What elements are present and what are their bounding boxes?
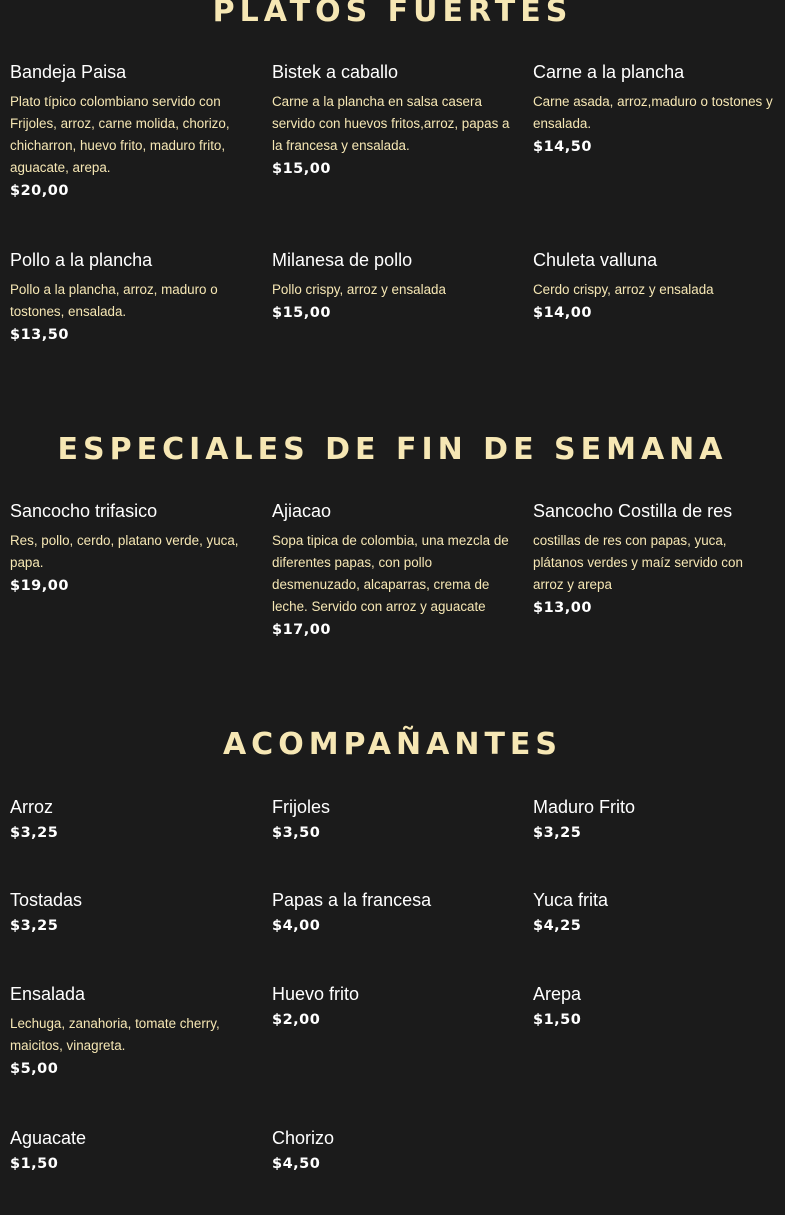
- item-price: $3,50: [272, 825, 321, 841]
- item-description: Carne asada, arroz,maduro o tostones y ensalada.: [533, 94, 773, 131]
- item-description: Sopa tipica de colombia, una mezcla de diferentes papas, con pollo desmenuzado, alcaparras, crema de leche. Servido con arroz y aguacate: [272, 533, 509, 614]
- item-name: Frijoles: [272, 797, 331, 817]
- item-price: $1,50: [10, 1156, 59, 1172]
- item-name: Arepa: [533, 984, 582, 1004]
- menu-item-arroz: [10, 796, 250, 844]
- item-price: $4,00: [272, 918, 321, 934]
- item-price: $3,25: [533, 825, 582, 841]
- item-description: Lechuga, zanahoria, tomate cherry, maicitos, vinagreta.: [10, 1016, 220, 1053]
- menu-item-bistek-a-caballo: [272, 61, 512, 180]
- item-price: $13,50: [10, 327, 69, 343]
- menu-item-pollo-a-la-plancha: [10, 249, 250, 346]
- item-price: $15,00: [272, 161, 331, 177]
- item-name: Pollo a la plancha: [10, 250, 153, 270]
- item-description: Pollo crispy, arroz y ensalada: [272, 282, 446, 297]
- item-price: $13,00: [533, 600, 592, 616]
- menu-item-sancocho-costilla-de-res: [533, 500, 773, 619]
- item-description: Cerdo crispy, arroz y ensalada: [533, 282, 714, 297]
- item-description: costillas de res con papas, yuca, plátanos verdes y maíz servido con arroz y arepa: [533, 533, 743, 592]
- item-price: $14,50: [533, 139, 592, 155]
- menu-item-tostadas: [10, 889, 250, 937]
- item-price: $15,00: [272, 305, 331, 321]
- menu-item-milanesa-de-pollo: [272, 249, 512, 324]
- menu-item-maduro-frito: [533, 796, 773, 844]
- item-price: $20,00: [10, 183, 69, 199]
- item-name: Aguacate: [10, 1128, 87, 1148]
- menu-item-ensalada: [10, 983, 250, 1080]
- menu-item-chuleta-valluna: [533, 249, 773, 324]
- menu-item-frijoles: [272, 796, 512, 844]
- item-price: $1,50: [533, 1012, 582, 1028]
- item-name: Bistek a caballo: [272, 62, 399, 82]
- menu-item-chorizo: [272, 1127, 512, 1175]
- item-name: Chorizo: [272, 1128, 335, 1148]
- section-title-acompanantes: ACOMPAÑANTES: [222, 727, 563, 762]
- item-name: Ensalada: [10, 984, 86, 1004]
- item-name: Tostadas: [10, 890, 83, 910]
- item-price: $3,25: [10, 918, 59, 934]
- item-price: $17,00: [272, 622, 331, 638]
- menu-item-huevo-frito: [272, 983, 512, 1031]
- menu-item-yuca-frita: [533, 889, 773, 937]
- item-name: Bandeja Paisa: [10, 62, 127, 82]
- item-name: Papas a la francesa: [272, 890, 432, 910]
- item-price: $19,00: [10, 578, 69, 594]
- menu-item-sancocho-trifasico: [10, 500, 250, 597]
- item-name: Arroz: [10, 797, 54, 817]
- item-name: Carne a la plancha: [533, 62, 685, 82]
- item-description: Plato típico colombiano servido con Frijoles, arroz, carne molida, chorizo, chicharron, huevo frito, maduro frito, aguacate, arepa.: [10, 94, 230, 175]
- item-name: Milanesa de pollo: [272, 250, 413, 270]
- menu-item-aguacate: [10, 1127, 250, 1175]
- item-price: $5,00: [10, 1061, 59, 1077]
- item-name: Ajiacao: [272, 501, 332, 521]
- item-price: $2,00: [272, 1012, 321, 1028]
- item-name: Chuleta valluna: [533, 250, 658, 270]
- section-title-platos-fuertes: PLATOS FUERTES: [212, 0, 573, 29]
- item-name: Sancocho trifasico: [10, 501, 158, 521]
- item-price: $4,25: [533, 918, 582, 934]
- item-name: Sancocho Costilla de res: [533, 501, 733, 521]
- menu-item-ajiacao: [272, 500, 512, 641]
- item-description: Pollo a la plancha, arroz, maduro o tostones, ensalada.: [10, 282, 218, 319]
- menu-item-carne-a-la-plancha: [533, 61, 773, 158]
- item-name: Maduro Frito: [533, 797, 636, 817]
- item-price: $4,50: [272, 1156, 321, 1172]
- item-description: Carne a la plancha en salsa casera servido con huevos fritos,arroz, papas a la francesa y ensalada.: [272, 94, 510, 153]
- menu-item-bandeja-paisa: [10, 61, 250, 202]
- section-title-especiales: ESPECIALES DE FIN DE SEMANA: [57, 432, 728, 467]
- menu-item-arepa: [533, 983, 773, 1031]
- item-name: Yuca frita: [533, 890, 609, 910]
- item-name: Huevo frito: [272, 984, 360, 1004]
- menu-item-papas-a-la-francesa: [272, 889, 512, 937]
- item-price: $14,00: [533, 305, 592, 321]
- item-price: $3,25: [10, 825, 59, 841]
- item-description: Res, pollo, cerdo, platano verde, yuca, papa.: [10, 533, 239, 570]
